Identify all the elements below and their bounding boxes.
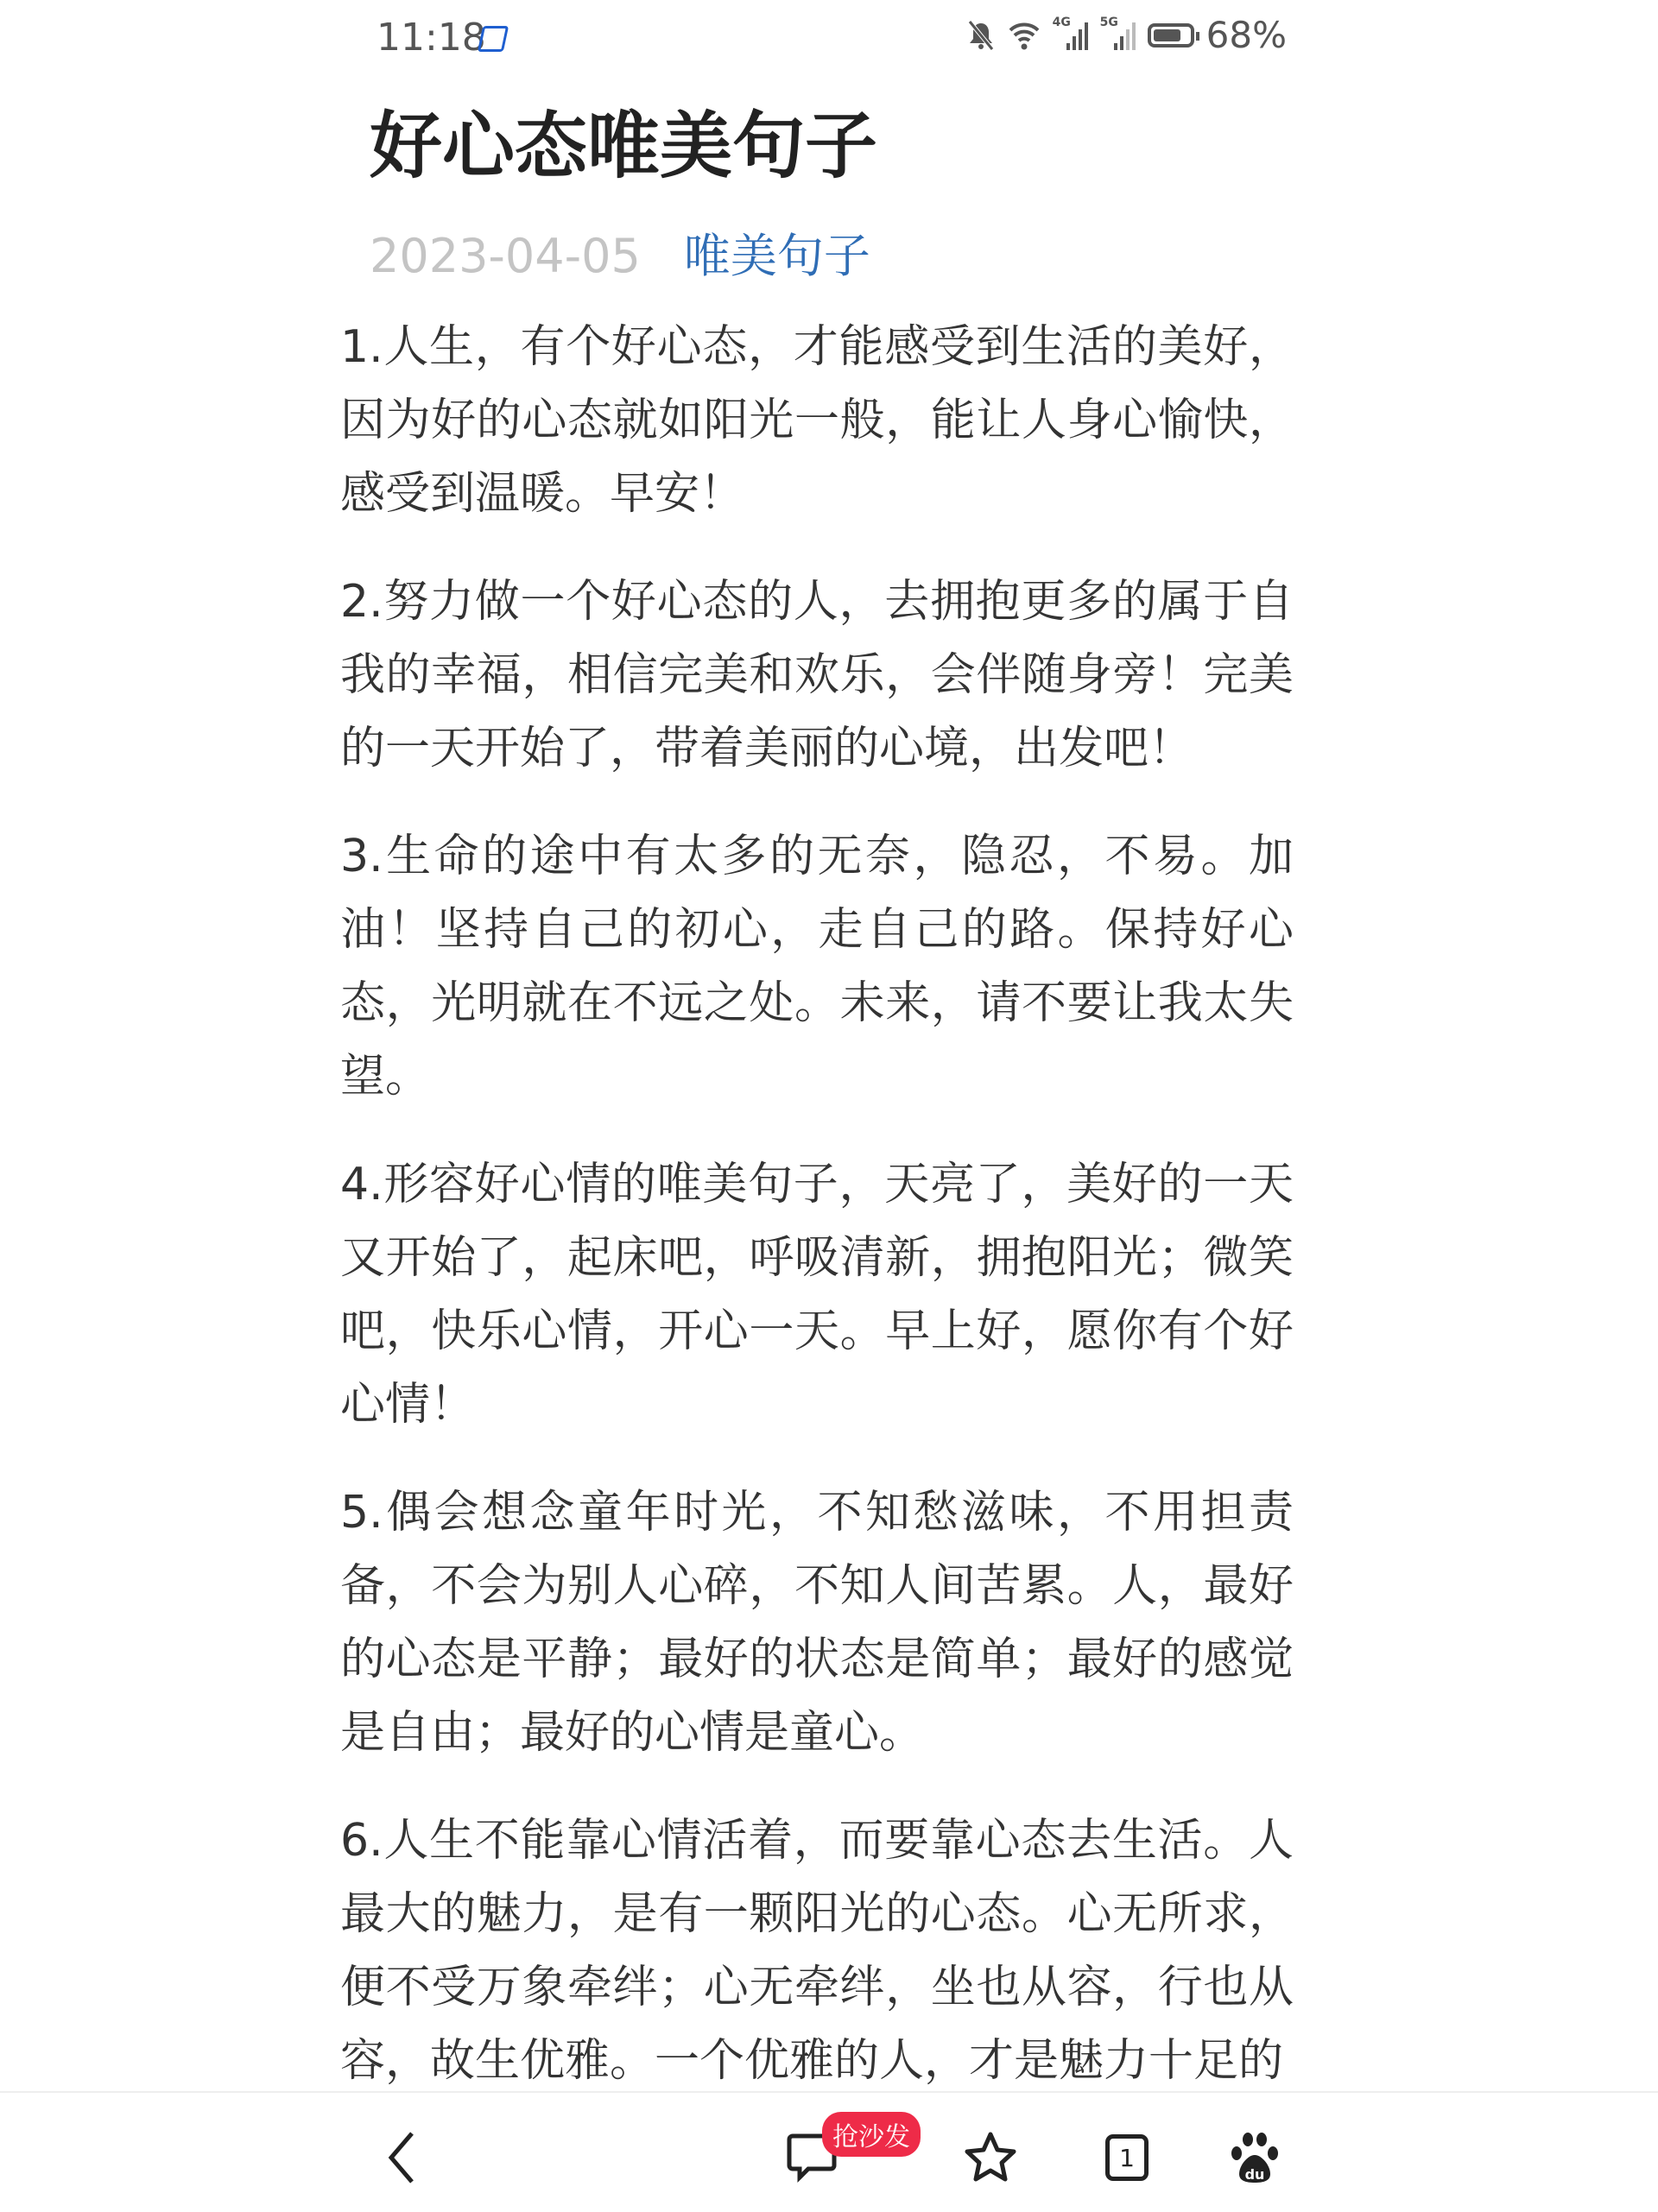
status-bar: [0, 0, 1658, 78]
signal-4g-icon: [1052, 15, 1088, 50]
paragraph: 1.人生，有个好心态，才能感受到生活的美好，因为好的心态就如阳光一般，能让人身心愉快，感受到温暖。早安！: [340, 321, 1294, 520]
app-notification-icon: [478, 26, 509, 52]
paragraph: 4.形容好心情的唯美句子，天亮了，美好的一天又开始了，起床吧，呼吸清新，拥抱阳光；微笑吧，快乐心情，开心一天。早上好，愿你有个好心情！: [340, 1159, 1294, 1431]
battery-percent: 68%: [1206, 14, 1287, 56]
star-icon: [964, 2131, 1017, 2184]
comment-badge: 抢沙发: [822, 2112, 921, 2157]
chevron-left-icon: [384, 2130, 419, 2185]
status-time: 11:18: [377, 16, 486, 60]
svg-text:du: du: [1244, 2166, 1265, 2183]
battery-icon: [1148, 23, 1194, 47]
paragraph: 2.努力做一个好心态的人，去拥抱更多的属于自我的幸福，相信完美和欢乐，会伴随身旁！完美的一天开始了，带着美丽的心境，出发吧！: [340, 576, 1294, 774]
back-button[interactable]: [371, 2127, 432, 2188]
paragraph: 3.生命的途中有太多的无奈，隐忍，不易。加油！坚持自己的初心，走自己的路。保持好心态，光明就在不远之处。未来，请不要让我太失望。: [340, 831, 1294, 1103]
article-title: 好心态唯美句子: [370, 104, 878, 188]
paragraph: 6.人生不能靠心情活着，而要靠心态去生活。人最大的魅力，是有一颗阳光的心态。心无所求，便不受万象牵绊；心无牵绊，坐也从容，行也从容，故生优雅。一个优雅的人，才是魅力十足的: [340, 1815, 1294, 2087]
mute-bell-icon: [966, 20, 996, 51]
article-body: [340, 311, 1294, 2133]
net-type-2: 5G: [1099, 15, 1118, 29]
baidu-home-button[interactable]: [1225, 2127, 1285, 2188]
paragraph: 5.偶会想念童年时光，不知愁滋味，不用担责备，不会为别人心碎，不知人间苦累。人，最好的心态是平静；最好的状态是简单；最好的感觉是自由；最好的心情是童心。: [340, 1487, 1294, 1759]
signal-5g-icon: [1099, 15, 1136, 50]
tabs-count-icon: [1105, 2134, 1149, 2181]
net-type-1: 4G: [1052, 15, 1071, 29]
baidu-paw-icon: [1231, 2131, 1279, 2184]
tabs-count: 1: [1119, 2143, 1135, 2172]
bottom-toolbar: [0, 2091, 1658, 2212]
tabs-button[interactable]: [1097, 2127, 1157, 2188]
category-link[interactable]: 唯美句子: [683, 229, 870, 283]
article-meta: [370, 219, 870, 286]
wifi-icon: [1008, 20, 1041, 51]
article-date: 2023-04-05: [370, 229, 641, 283]
favorite-button[interactable]: [960, 2127, 1021, 2188]
